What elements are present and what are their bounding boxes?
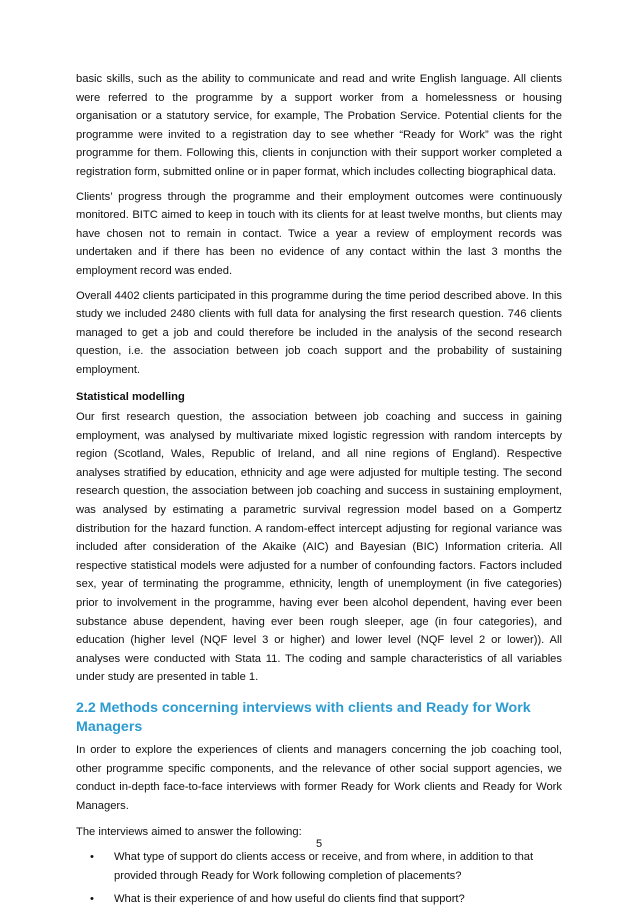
list-item-text: What is their experience of and how useful do clients find that support?: [114, 892, 465, 905]
page-body: [76, 70, 562, 912]
section-heading-2-2: 2.2 Methods concerning interviews with clients and Ready for Work Managers: [76, 700, 531, 735]
list-item: [76, 890, 562, 910]
bullet-marker: •: [90, 892, 94, 905]
list-item-text: What type of support do clients access or receive, and from where, in addition to that provided through Ready for Work following completion of placements?: [114, 850, 534, 883]
list-item: [76, 848, 562, 887]
interviews-intro: The interviews aimed to answer the following:: [76, 826, 302, 839]
interview-questions-list: [76, 848, 562, 910]
statistical-modelling-text: Our first research question, the association between job coaching and success in gaining employment, was analysed by multivariate mixed logistic regression with random intercepts by region (Scotland, Wales, Republic of Ireland, and all nine regions of England). Respective analyses stratified by education, ethnicity and age were adjusted for multiple testing. The second research question, the association between job coaching and success in sustaining employment, was analysed by estimating a parametric survival regression model based on a Gompertz distribution for the hazard function. A random-effect intercept adjusting for regional variance was included after consideration of the Akaike (AIC) and Bayesian (BIC) Information criteria. All respective statistical models were adjusted for a number of confounding factors. Factors included sex, year of terminating the programme, ethnicity, length of unemployment (in five categories) prior to involvement in the programme, having ever been alcohol dependent, having ever been substance abuse dependent, having ever been rough sleeper, age (in four categories), and education (higher level (NQF level 3 or higher) and lower level (NQF level 2 or lower)). All analyses were conducted with Stata 11. The coding and sample characteristics of all variables under study are presented in table 1.: [76, 411, 562, 684]
bullet-marker: •: [90, 850, 94, 863]
paragraph-registration: basic skills, such as the ability to communicate and read and write English language. All clients were referred to the programme by a support worker from a homelessness or housing organisation or a statutory service, for example, The Probation Service. Potential clients for the programme were invited to a registration day to see whether “Ready for Work” was the right programme for them. Following this, clients in conjunction with their support worker completed a registration form, submitted online or in paper format, which includes collecting biographical data.: [76, 73, 562, 178]
section-2-2-text: In order to explore the experiences of clients and managers concerning the job coaching tool, other programme specific components, and the relevance of other social support agencies, we conduct in-depth face-to-face interviews with former Ready for Work clients and Ready for Work Managers.: [76, 744, 562, 812]
paragraph-participants: Overall 4402 clients participated in this programme during the time period described above. In this study we included 2480 clients with full data for analysing the first research question. 746 clients managed to get a job and could therefore be included in the analysis of the second research question, i.e. the association between job coach support and the probability of sustaining employment.: [76, 289, 562, 376]
paragraph-progress: Clients’ progress through the programme and their employment outcomes were continuously monitored. BITC aimed to keep in touch with its clients for at least twelve months, but clients may have chosen not to remain in contact. Twice a year a review of employment records was undertaken and if there has been no evidence of any contact within the last 3 months the employment record was ended.: [76, 190, 562, 277]
statistical-modelling-heading: Statistical modelling: [76, 390, 185, 403]
page-number: 5: [315, 838, 323, 850]
